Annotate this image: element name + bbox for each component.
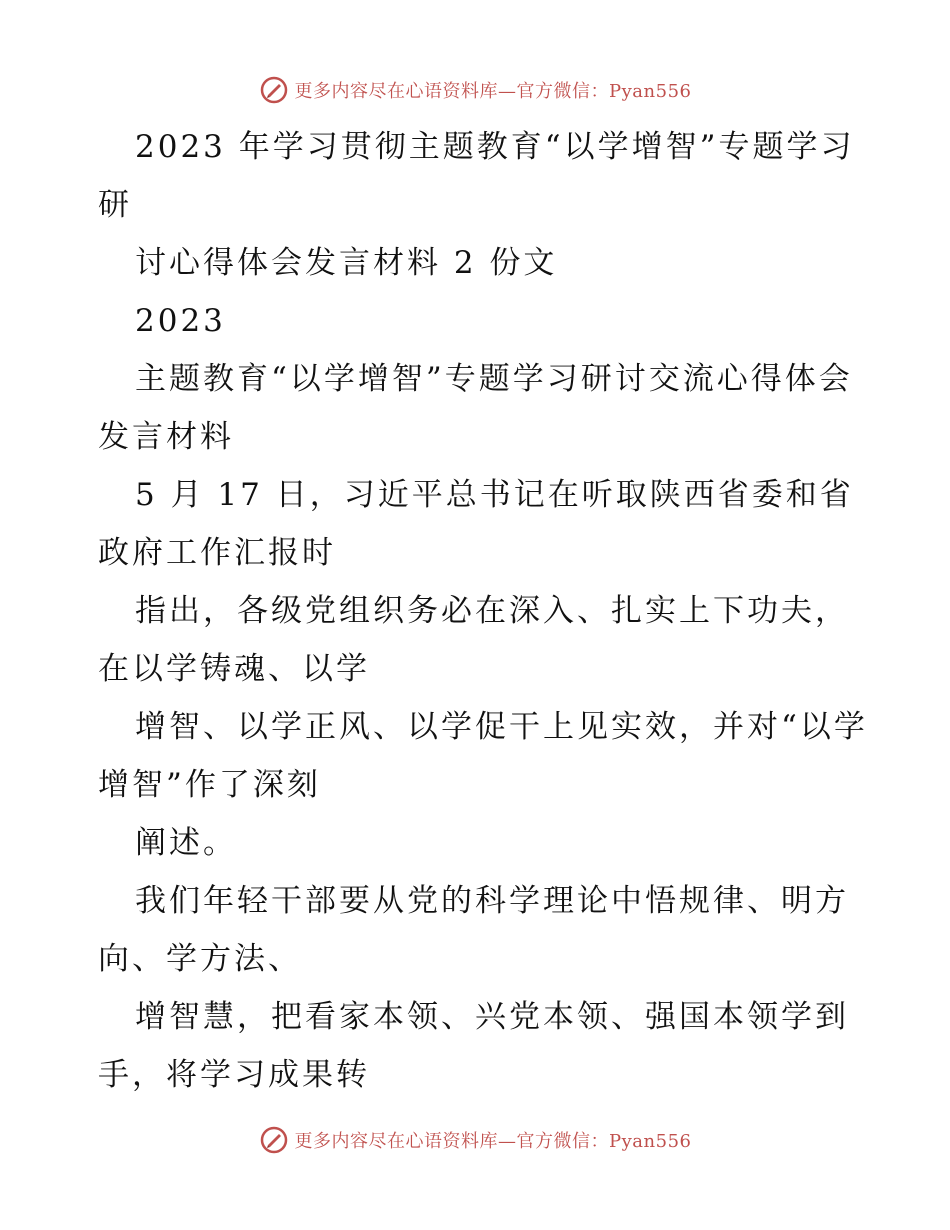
watermark-text: 更多内容尽在心语资料库—官方微信：Pyan556 xyxy=(294,1131,692,1152)
paragraph-title-line-2: 讨心得体会发言材料 2 份文 xyxy=(135,245,558,281)
paragraph-subtitle: 主题教育“以学增智”专题学习研讨交流心得体会发言材料 xyxy=(98,361,853,455)
document-body xyxy=(98,118,868,1104)
paragraph-body-3: 增智、以学正风、以学促干上见实效，并对“以学增智”作了深刻 xyxy=(98,709,868,803)
pen-logo-icon xyxy=(259,1125,289,1155)
paragraph-body-5: 我们年轻干部要从党的科学理论中悟规律、明方向、学方法、 xyxy=(98,883,849,977)
header-watermark xyxy=(0,70,950,110)
paragraph-body-2: 指出，各级党组织务必在深入、扎实上下功夫，在以学铸魂、以学 xyxy=(98,593,849,687)
pen-logo-icon xyxy=(259,75,289,105)
paragraph-title-line-1: 2023 年学习贯彻主题教育“以学增智”专题学习研 xyxy=(98,129,855,223)
paragraph-body-4: 阐述。 xyxy=(135,825,237,861)
paragraph-body-1: 5 月 17 日，习近平总书记在听取陕西省委和省政府工作汇报时 xyxy=(98,477,854,571)
watermark-text: 更多内容尽在心语资料库—官方微信：Pyan556 xyxy=(294,81,692,102)
paragraph-year: 2023 xyxy=(135,303,226,339)
paragraph-body-6: 增智慧，把看家本领、兴党本领、强国本领学到手，将学习成果转 xyxy=(98,999,849,1093)
footer-watermark xyxy=(0,1120,950,1160)
